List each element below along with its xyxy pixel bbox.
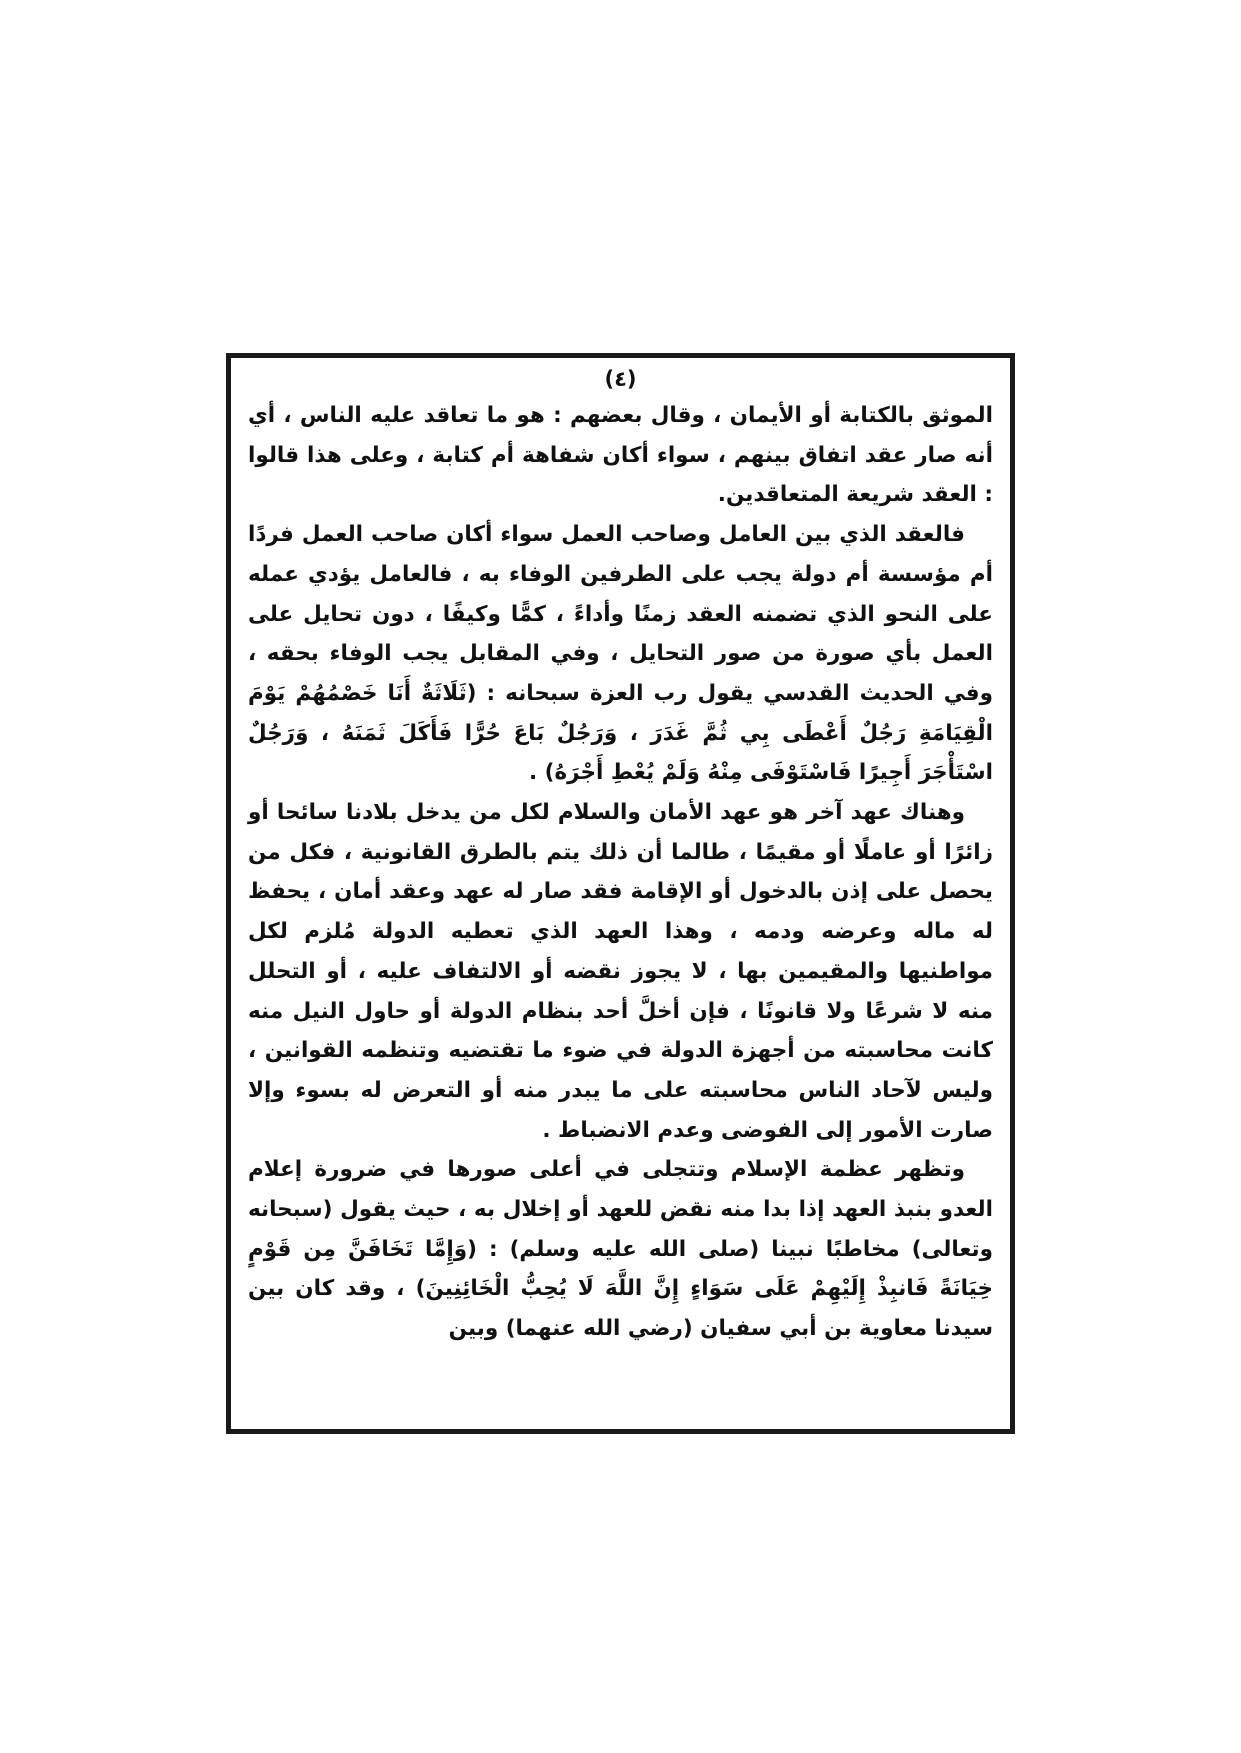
page-number: (٤) <box>604 367 637 391</box>
page-frame <box>226 353 1015 1434</box>
paragraph-1: الموثق بالكتابة أو الأيمان ، وقال بعضهم : هو ما تعاقد عليه الناس ، أي أنه صار عقد اتفاق بينهم ، سواء أكان شفاهة أم كتابة ، وعلى هذا قالوا : العقد شريعة المتعاقدين. <box>248 403 993 508</box>
paragraph-3: وهناك عهد آخر هو عهد الأمان والسلام لكل من يدخل بلادنا سائحا أو زائرًا أو عاملًا أو مقيمًا ، طالما أن ذلك يتم بالطرق القانونية ، فكل من يحصل على إذن بالدخول أو الإقامة فقد صار له عهد وعقد أمان ، يحفظ له ماله وعرضه ودمه ، وهذا العهد الذي تعطيه الدولة مُلزم لكل مواطنيها والمقيمين بها ، لا يجوز نقضه أو الالتفاف عليه ، أو التحلل منه لا شرعًا ولا قانونًا ، فإن أخلَّ أحد بنظام الدولة أو حاول النيل منه كانت محاسبته من أجهزة الدولة في ضوء ما تقتضيه وتنظمه القوانين ، وليس لآحاد الناس محاسبته على ما يبدر منه أو التعرض له بسوء وإلا صارت الأمور إلى الفوضى وعدم الانضباط . <box>248 800 993 1143</box>
paragraph-4: وتظهر عظمة الإسلام وتتجلى في أعلى صورها في ضرورة إعلام العدو بنبذ العهد إذا بدا منه نقض للعهد أو إخلال به ، حيث يقول (سبحانه وتعالى) مخاطبًا نبينا (صلى الله عليه وسلم) : (وَإِمَّا تَخَافَنَّ مِن قَوْمٍ خِيَانَةً فَانبِذْ إِلَيْهِمْ عَلَى سَوَاءٍ إِنَّ اللَّهَ لَا يُحِبُّ الْخَائِنِينَ) ، وقد كان بين سيدنا معاوية بن أبي سفيان (رضي الله عنهما) وبين <box>248 1157 993 1342</box>
paragraph-2: فالعقد الذي بين العامل وصاحب العمل سواء أكان صاحب العمل فردًا أم مؤسسة أم دولة يجب على الطرفين الوفاء به ، فالعامل يؤدي عمله على النحو الذي تضمنه العقد زمنًا وأداءً ، كمًّا وكيفًا ، دون تحايل على العمل بأي صورة من صور التحايل ، وفي المقابل يجب الوفاء بحقه ، وفي الحديث القدسي يقول رب العزة سبحانه : (ثَلَاثَةٌ أَنَا خَصْمُهُمْ يَوْمَ الْقِيَامَةِ رَجُلٌ أَعْطَى بِي ثُمَّ غَدَرَ ، وَرَجُلٌ بَاعَ حُرًّا فَأَكَلَ ثَمَنَهُ ، وَرَجُلٌ اسْتَأْجَرَ أَجِيرًا فَاسْتَوْفَى مِنْهُ وَلَمْ يُعْطِ أَجْرَهُ) . <box>248 522 993 786</box>
text-body <box>248 396 993 1349</box>
